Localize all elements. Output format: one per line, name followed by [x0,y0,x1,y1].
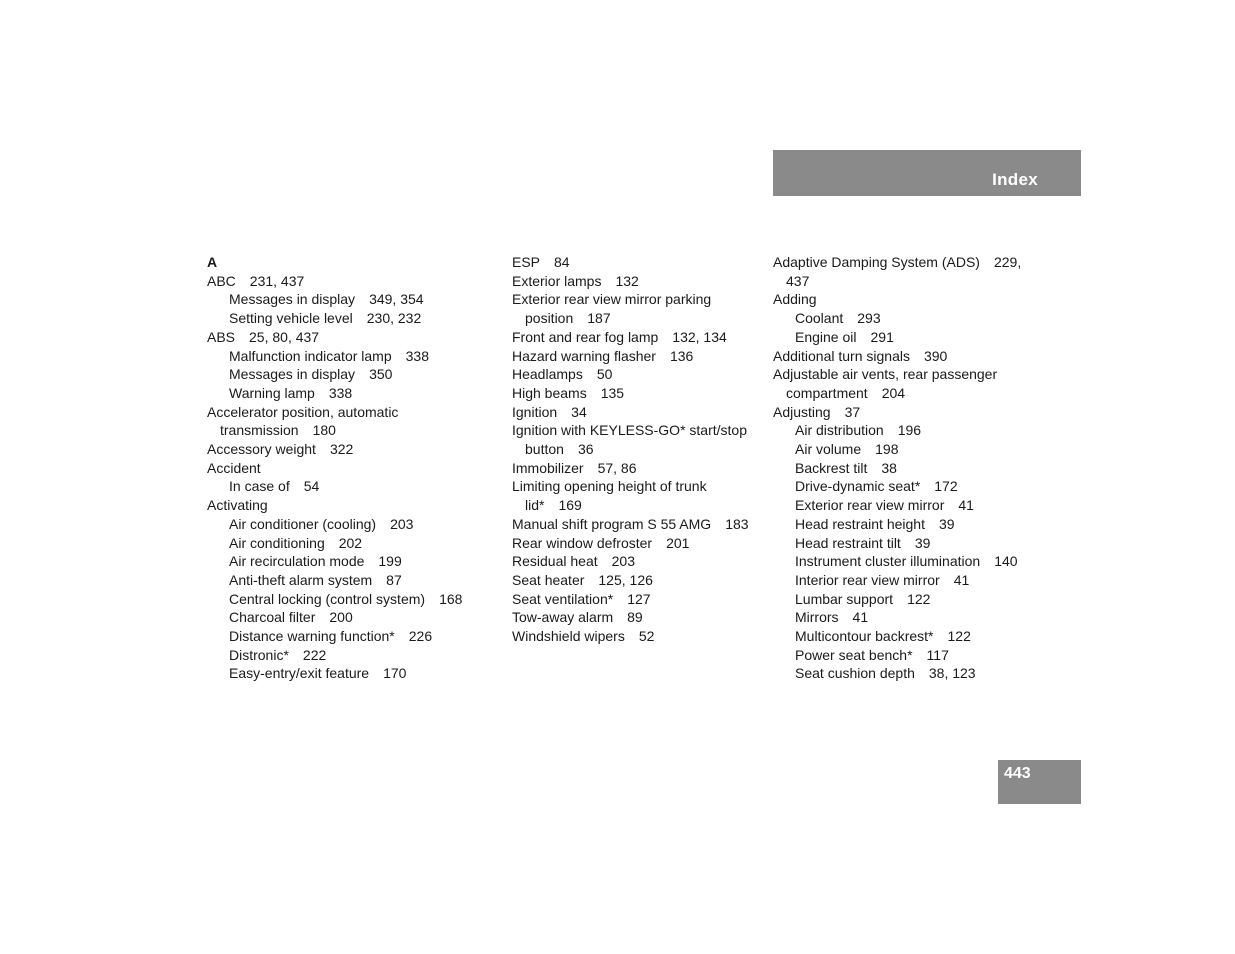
index-entry [512,290,762,309]
index-entry [207,515,497,534]
index-entry [773,627,1043,646]
index-entry-term: Charcoal filter [229,609,316,626]
index-entry-term: Ignition [512,403,558,420]
index-entry-term: Instrument cluster illumination [795,553,981,570]
index-entry [512,365,762,384]
index-entry [207,534,497,553]
index-entry-pages: 25, 80, 437 [249,328,320,345]
index-column-2 [512,253,762,646]
index-entry-term: Multicontour backrest* [795,628,934,645]
index-entry [773,403,1043,422]
index-entry-term: Exterior rear view mirror [795,497,945,514]
index-entry-pages: 41 [958,497,974,514]
index-entry-term: Manual shift program S 55 AMG [512,515,712,532]
index-entry-pages: 169 [558,497,582,514]
index-entry-pages: 52 [638,628,655,645]
index-entry-term: Setting vehicle level [229,310,353,327]
index-entry [512,590,762,609]
index-entry-pages: 390 [923,347,948,364]
index-entry-term: Adjustable air vents, rear passenger [773,366,998,383]
index-entry-term: Ignition with KEYLESS-GO* start/stop [512,422,747,439]
index-entry [207,627,497,646]
index-entry-term: Warning lamp [229,384,315,401]
index-entry-term: position [525,310,574,327]
index-entry-term: Seat heater [512,571,585,588]
index-entry-term: Anti-theft alarm system [229,571,373,588]
index-entry-term: Adding [773,291,817,308]
index-entry-term: Residual heat [512,553,598,570]
index-entry-term: Windshield wipers [512,628,625,645]
index-entry-pages: 34 [571,403,587,420]
index-entry [207,272,497,291]
index-entry-term: compartment [786,384,868,401]
index-entry [773,664,1043,683]
index-entry [512,515,762,534]
index-entry [512,534,762,553]
index-entry [512,459,762,478]
index-entry-term: ESP [512,254,541,270]
index-entry-term: Adaptive Damping System (ADS) [773,254,980,270]
index-entry-term: Activating [207,497,268,514]
index-entry-pages: 291 [870,328,894,345]
index-entry [773,290,1043,309]
index-entry-pages: 122 [947,628,971,645]
index-entry-pages: 39 [938,515,955,532]
index-entry-term: Mirrors [795,609,839,626]
index-entry [207,496,497,515]
index-entry [773,440,1043,459]
index-entry-term: Air recirculation mode [229,553,365,570]
index-entry-pages: 222 [302,646,327,663]
section-title: Index [992,170,1038,189]
index-entry-pages: 84 [554,254,570,270]
index-entry [512,347,762,366]
index-entry-pages: 37 [844,403,861,420]
index-entry [207,328,497,347]
index-entry [773,571,1043,590]
index-entry [512,440,762,459]
index-entry [773,347,1043,366]
index-entry [773,496,1043,515]
index-entry [512,571,762,590]
index-entry-pages: 229, [993,254,1022,270]
index-entry [207,590,497,609]
page-number-tab [998,760,1081,804]
index-entry-term: Backrest tilt [795,459,868,476]
index-entry [207,440,497,459]
index-entry-term: Exterior lamps [512,272,602,289]
index-entry-term: Accident [207,459,261,476]
index-entry [512,328,762,347]
index-entry [207,421,497,440]
index-letter-heading [207,253,497,272]
index-entry [207,459,497,478]
index-entry-term: Coolant [795,310,844,327]
index-entry-pages: 203 [390,515,414,532]
index-entry [207,646,497,665]
index-entry-pages: 117 [926,646,949,663]
index-entry-term: Tow-away alarm [512,609,614,626]
index-entry [773,608,1043,627]
index-entry [512,384,762,403]
index-entry-term: Interior rear view mirror [795,571,940,588]
index-entry [512,627,762,646]
index-entry-term: Malfunction indicator lamp [229,347,392,364]
index-entry [512,608,762,627]
index-entry-term: Distance warning function* [229,628,395,645]
index-entry [773,459,1043,478]
index-entry [207,309,497,328]
index-entry-pages: 132, 134 [672,328,727,345]
index-entry [773,552,1043,571]
index-entry-term: Air volume [795,441,862,458]
index-entry-term: Additional turn signals [773,347,910,364]
index-entry-term: button [525,441,564,458]
index-entry [773,365,1043,384]
index-entry-term: Easy-entry/exit feature [229,665,370,682]
index-entry-pages: 87 [386,571,402,588]
index-entry-pages: 36 [577,441,594,458]
index-entry-term: Accessory weight [207,441,316,458]
index-column-1 [207,253,497,683]
index-entry-term: Rear window defroster [512,534,653,551]
index-entry-pages: 204 [881,384,906,401]
index-entry-term: lid* [525,497,545,514]
section-header-tab [773,150,1081,196]
index-entry [773,590,1043,609]
index-entry [512,253,762,272]
index-entry-pages: 226 [408,628,433,645]
index-entry-term: transmission [220,422,299,439]
index-entry [773,534,1043,553]
index-entry-pages: 125, 126 [598,571,653,588]
index-entry-term: Central locking (control system) [229,590,426,607]
index-entry-term: Head restraint tilt [795,534,901,551]
index-entry-pages: 349, 354 [369,291,424,308]
index-entry-pages: 50 [596,366,613,383]
index-entry-pages: 183 [725,515,749,532]
index-entry-pages: 135 [600,384,625,401]
index-entry-term: Headlamps [512,366,583,383]
index-entry [773,477,1043,496]
index-entry-term: ABS [207,328,236,345]
index-entry-pages: 187 [587,310,611,327]
index-entry-term: Power seat bench* [795,646,913,663]
index-entry-term: Engine oil [795,328,857,345]
index-entry-term: Messages in display [229,291,356,308]
index-entry-pages: 338 [328,384,353,401]
index-entry [207,664,497,683]
index-entry-term: High beams [512,384,587,401]
index-entry-pages: 132 [615,272,639,289]
index-entry [773,328,1043,347]
index-entry-pages: 231, 437 [249,272,305,289]
index-entry-pages: 168 [439,590,463,607]
index-entry-term: Air conditioning [229,534,325,551]
index-entry-term: Seat ventilation* [512,590,614,607]
index-entry-term: Distronic* [229,646,289,663]
index-entry-pages: 200 [329,609,353,626]
index-entry-pages: 57, 86 [597,459,637,476]
index-entry [207,477,497,496]
index-entry [207,403,497,422]
index-entry-pages: 89 [627,609,643,626]
index-entry-pages: 122 [907,590,931,607]
index-entry-pages: 198 [875,441,899,458]
index-entry-term: In case of [229,478,290,495]
index-entry-term: Hazard warning flasher [512,347,656,364]
index-entry-term: Air conditioner (cooling) [229,515,377,532]
index-entry-pages: 172 [934,478,958,495]
index-entry-term: Head restraint height [795,515,925,532]
index-entry-term: Exterior rear view mirror parking [512,291,712,308]
index-entry [512,309,762,328]
index-entry-pages: 54 [303,478,320,495]
index-column-3 [773,253,1043,683]
index-entry-pages: 199 [378,553,402,570]
index-entry-pages: 338 [405,347,429,364]
index-entry-term: Lumbar support [795,590,894,607]
index-entry [207,290,497,309]
index-entry [207,384,497,403]
index-entry-term: A [207,254,218,270]
index-entry-term: Immobilizer [512,459,584,476]
index-entry-pages: 38 [881,459,897,476]
index-entry [512,477,762,496]
index-entry-pages: 140 [994,553,1018,570]
index-entry-pages: 293 [857,310,881,327]
index-entry-term: Seat cushion depth [795,665,915,682]
index-entry [512,552,762,571]
index-entry [773,272,1043,291]
index-entry-pages: 127 [627,590,651,607]
index-entry [773,421,1043,440]
index-entry-term: Limiting opening height of trunk [512,478,707,495]
index-entry-pages: 170 [383,665,407,682]
index-entry-term: Messages in display [229,366,356,383]
index-entry [512,272,762,291]
index-entry-pages: 201 [666,534,690,551]
index-entry-pages: 202 [338,534,363,551]
index-entry-term: 437 [786,272,810,289]
index-entry-pages: 203 [611,553,635,570]
index-entry-pages: 39 [914,534,931,551]
index-entry-pages: 38, 123 [928,665,976,682]
index-entry-term: Accelerator position, automatic [207,403,399,420]
index-entry [512,403,762,422]
index-entry-term: Air distribution [795,422,884,439]
index-entry-pages: 136 [669,347,694,364]
index-entry [512,496,762,515]
index-entry [207,365,497,384]
index-entry [773,309,1043,328]
index-entry-pages: 322 [329,441,354,458]
index-entry [207,608,497,627]
index-entry-term: Front and rear fog lamp [512,328,659,345]
index-entry-term: ABC [207,272,236,289]
index-entry [773,253,1043,272]
index-entry [773,515,1043,534]
index-entry-pages: 350 [369,366,393,383]
index-entry [207,347,497,366]
index-entry [773,646,1043,665]
index-entry-pages: 41 [953,571,970,588]
index-entry-term: Drive-dynamic seat* [795,478,921,495]
index-entry-term: Adjusting [773,403,831,420]
index-entry [773,384,1043,403]
index-entry-pages: 180 [312,422,336,439]
index-entry [207,571,497,590]
index-entry-pages: 196 [897,422,922,439]
index-entry-pages: 230, 232 [366,310,422,327]
index-entry [207,552,497,571]
index-entry-pages: 41 [852,609,869,626]
index-entry [512,421,762,440]
page-number: 443 [1004,765,1031,782]
